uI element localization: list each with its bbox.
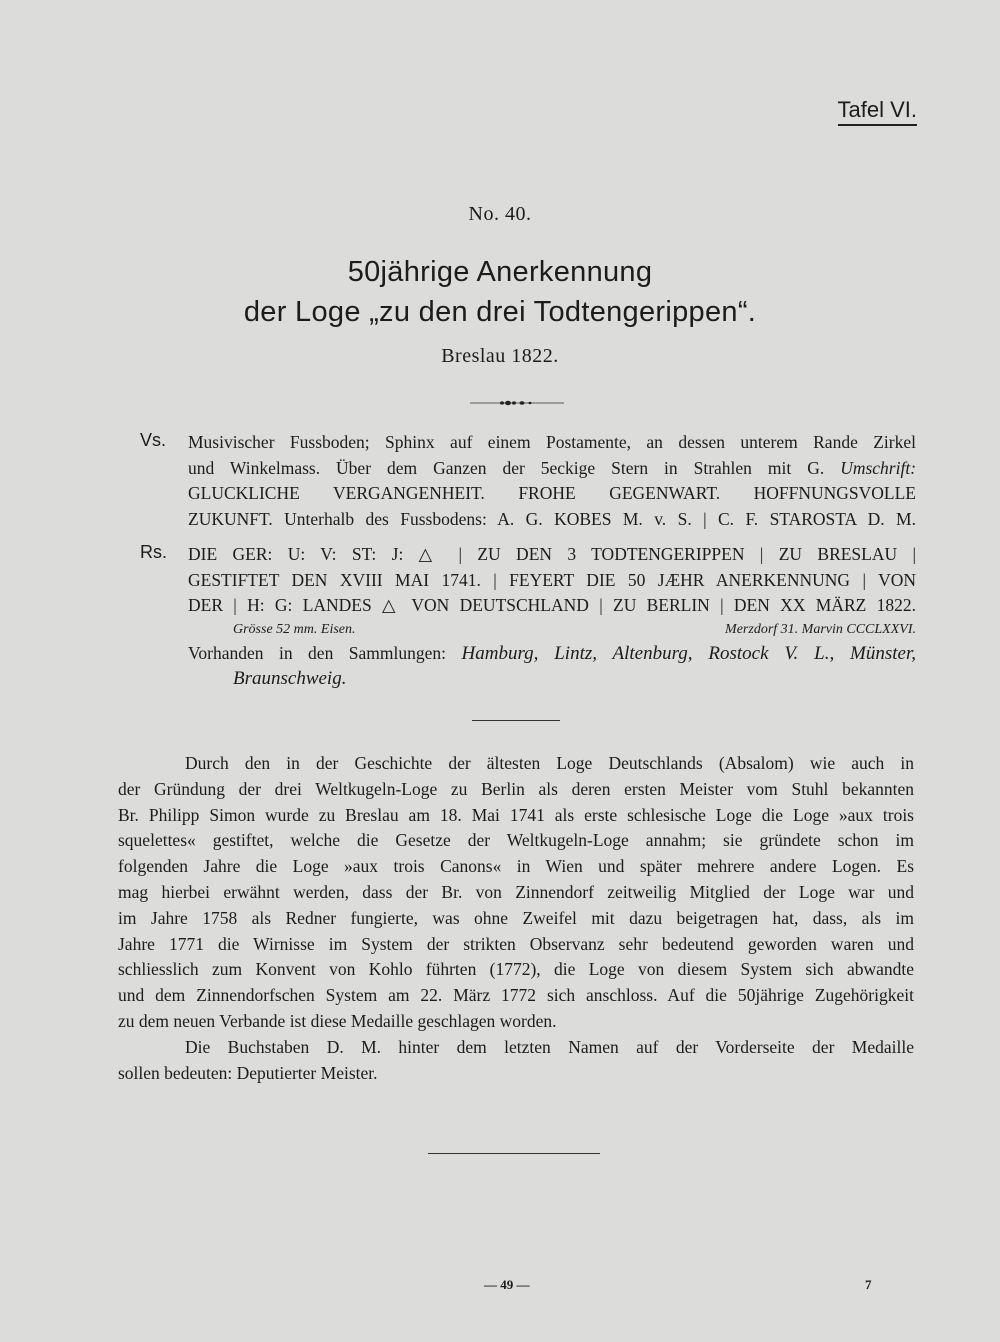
body-line: squelettes« gestiftet, welche die Gesetze der Weltkugeln-Loge annahm; sie gründete schon im <box>118 830 914 851</box>
section-divider <box>472 720 560 721</box>
body-line: und dem Zinnendorfschen System am 22. März 1772 sich anschloss. Auf die 50jährige Zugehörigkeit <box>118 985 914 1006</box>
body-line: der Gründung der drei Weltkugeln-Loge zu Berlin als deren ersten Meister vom Stuhl bekannten <box>118 778 914 799</box>
collections-line-2: Braunschweig. <box>233 668 347 689</box>
catalog-references: Merzdorf 31. Marvin CCCLXXVI. <box>725 621 916 637</box>
body-line: Jahre 1771 die Wirnisse im System der strikten Observanz sehr bedeutend geworden waren und <box>118 933 914 954</box>
signature-mark: 7 <box>865 1277 872 1292</box>
ornament-divider <box>470 400 564 406</box>
body-line: zu dem neuen Verbande ist diese Medaille geschlagen worden. <box>118 1010 557 1031</box>
body-line: Die Buchstaben D. M. hinter dem letzten Namen auf der Vorderseite der Medaille <box>185 1036 914 1057</box>
page-number: — 49 — <box>484 1277 530 1292</box>
commentary-text <box>118 751 914 1086</box>
medal-number: No. 40. <box>468 203 532 225</box>
place-year: Breslau 1822. <box>441 345 559 367</box>
obverse-label: Vs. <box>140 430 167 450</box>
end-divider <box>428 1153 600 1154</box>
plate-label: Tafel VI. <box>838 97 917 126</box>
collections-label: Vorhanden in den Sammlungen: <box>188 642 447 663</box>
body-line: mag hierbei erwähnt werden, dass der Br. von Zinnendorf zeitweilig Mitglied der Loge war und <box>118 881 914 902</box>
size-material: Grösse 52 mm. Eisen. <box>233 621 356 637</box>
body-line: Br. Philipp Simon wurde zu Breslau am 18. Mai 1741 als erste schlesische Loge die Loge »aux trois <box>118 804 914 825</box>
reverse-line: DER | H: G: LANDES △ VON DEUTSCHLAND | ZU BERLIN | DEN XX MÄRZ 1822. <box>188 595 916 615</box>
medal-info-row <box>188 619 916 641</box>
body-line: folgenden Jahre die Loge »aux trois Canons« in Wien und später mehrere andere Logen. Es <box>118 856 914 877</box>
body-line: sollen bedeuten: Deputierter Meister. <box>118 1062 378 1083</box>
body-line: schliesslich zum Konvent von Kohlo führten (1772), die Loge von diesem System sich abwandte <box>118 959 914 980</box>
reverse-line: GESTIFTET DEN XVIII MAI 1741. | FEYERT DIE 50 JÆHR ANERKENNUNG | VON <box>188 569 916 590</box>
umschrift-label: Umschrift: <box>840 457 917 478</box>
title-line-1: 50jährige Anerkennung <box>347 256 653 288</box>
body-line: Durch den in der Geschichte der ältesten Loge Deutschlands (Absalom) wie auch in <box>185 753 914 773</box>
collections-list: Hamburg, Lintz, Altenburg, Rostock V. L., Münster, <box>461 642 917 664</box>
obverse-line: und Winkelmass. Über dem Ganzen der 5eckige Stern in Strahlen mit G. Umschrift: <box>188 457 917 478</box>
obverse-line: ZUKUNFT. Unterhalb des Fussbodens: A. G. KOBES M. v. S. | C. F. STAROSTA D. M. <box>188 508 916 529</box>
obverse-line: GLUCKLICHE VERGANGENHEIT. FROHE GEGENWART. HOFFNUNGSVOLLE <box>188 483 916 503</box>
title-line-2: der Loge „zu den drei Todtengerippen“. <box>243 296 757 328</box>
obverse-line: Musivischer Fussboden; Sphinx auf einem Postamente, an dessen unterem Rande Zirkel <box>188 432 916 452</box>
body-line: im Jahre 1758 als Redner fungierte, was ohne Zweifel mit dazu beigetragen hat, dass, als im <box>118 907 914 928</box>
collections-line <box>188 641 916 667</box>
reverse-label: Rs. <box>140 542 167 562</box>
reverse-line: DIE GER: U: V: ST: J: △ | ZU DEN 3 TODTENGERIPPEN | ZU BRESLAU | <box>188 544 916 564</box>
